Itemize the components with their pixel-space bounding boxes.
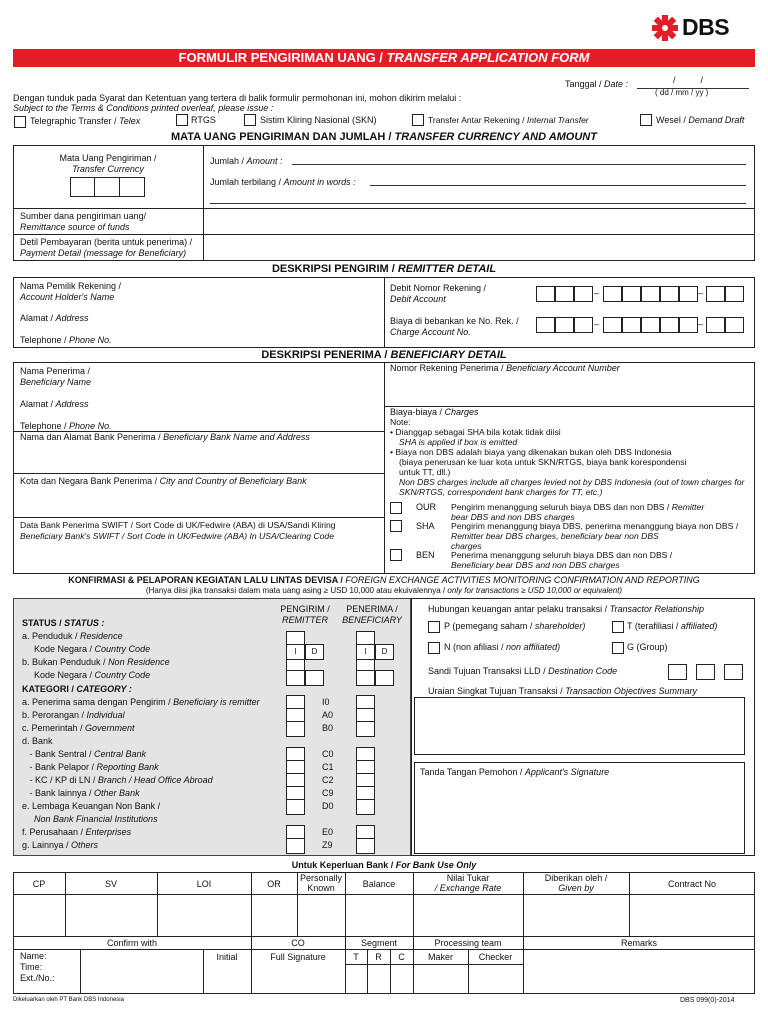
- country-code-cell[interactable]: I: [356, 644, 375, 660]
- swift-label: Data Bank Penerima SWIFT / Sort Code di UK/Fedwire (ABA) di USA/Sandi Kliring Beneficiary Bank's SWIFT / Sort Code in UK/Fedwire (ABA) In USA/Clearing Code: [20, 520, 336, 541]
- category-code: A0: [322, 710, 334, 720]
- beneficiary-section-title: DESKRIPSI PENERIMA / BENEFICIARY DETAIL: [261, 349, 507, 361]
- sha-desc: Pengirim menanggung biaya DBS, penerima menanggung biaya non DBS / Remitter bear DBS charges, beneficiary bear non DBS charges: [451, 521, 739, 551]
- full-signature-label: Full Signature: [270, 952, 326, 962]
- category-code: C9: [322, 788, 334, 798]
- source-funds-label: Sumber dana pengiriman uang/ Remittance source of funds: [20, 211, 147, 232]
- debit-account-label: Debit Nomor Rekening / Debit Account: [390, 283, 487, 304]
- beneficiary-name-label: Nama Penerima / Beneficiary Name: [20, 366, 92, 387]
- account-holder-label: Nama Pemilik Rekening / Account Holder's Name: [20, 281, 122, 302]
- category-label: d. Bank: [22, 736, 53, 746]
- r-label-cell: R: [375, 952, 382, 962]
- dest-code-cell-1[interactable]: [668, 664, 687, 680]
- confirm-with-label: Confirm with: [106, 938, 157, 948]
- beneficiary-address-label: Alamat / Address: [20, 399, 89, 409]
- remarks-label: Remarks: [620, 938, 657, 948]
- col-personally-known: Personally Known: [299, 873, 343, 893]
- col-sv: SV: [104, 879, 117, 889]
- table-divider: [80, 949, 81, 994]
- account-digit-cell[interactable]: [641, 317, 660, 333]
- demand-draft-label: Wesel / Demand Draft: [656, 115, 745, 125]
- category-code: E0: [322, 827, 334, 837]
- summary-label: Uraian Singkat Tujuan Transaksi / Transaction Objectives Summary: [428, 686, 697, 696]
- dash-separator: –: [698, 288, 704, 298]
- dest-code-cell-2[interactable]: [696, 664, 715, 680]
- amount-field[interactable]: [292, 164, 746, 165]
- n-checkbox[interactable]: [428, 642, 440, 654]
- bank-use-title: Untuk Keperluan Bank / For Bank Use Only: [291, 860, 477, 870]
- dash-separator: –: [594, 319, 600, 329]
- category-label: e. Lembaga Keuangan Non Bank /: [22, 801, 161, 811]
- p-checkbox[interactable]: [428, 621, 440, 633]
- bank-use-table: [13, 872, 755, 994]
- category-label: c. Pemerintah / Government: [22, 723, 135, 733]
- account-digit-cell[interactable]: [660, 317, 679, 333]
- date-format: ( dd / mm / yy ): [655, 88, 709, 97]
- table-divider: [345, 964, 523, 965]
- category-code: C0: [322, 749, 334, 759]
- col-exchange-rate: Nilai Tukar / Exchange Rate: [434, 873, 502, 893]
- col-given-by: Diberikan oleh / Given by: [544, 873, 608, 893]
- n-label: N (non afiliasi / non affiliated): [444, 642, 561, 652]
- country-code-cell[interactable]: [375, 670, 394, 686]
- col-cp: CP: [32, 879, 46, 889]
- our-code: OUR: [416, 502, 436, 512]
- resident-label: a. Penduduk / Residence: [22, 631, 123, 641]
- category-code: D0: [322, 801, 334, 811]
- beneficiary-category-checkbox[interactable]: [356, 838, 375, 854]
- country-code-cell[interactable]: I: [286, 644, 305, 660]
- dest-code-cell-3[interactable]: [724, 664, 743, 680]
- intro-text: Dengan tunduk pada Syarat dan Ketentuan yang tertera di balik formulir permohonan ini, mohon dikirim melalui :: [13, 93, 462, 103]
- country-code-cell[interactable]: [356, 670, 375, 686]
- account-digit-cell[interactable]: [555, 286, 574, 302]
- charges-note: Note: • Dianggap sebagai SHA bila kotak tidak diisi SHA is applied if box is emitted • Biaya non DBS adalah biaya yang dikenakan bukan oleh DBS Indonesia (biaya penerusan ke luar kota untuk SKN/RTGS, biaya bank korespondensi untuk TT, dll.) Non DBS charges include all charges levied not by DBS Indonesia (out of town charges for SKN/RTGS, correspondent bank charges for TT, etc.): [390, 417, 745, 497]
- country-code-1-label: Kode Negara / Country Code: [34, 644, 151, 654]
- segment-label: Segment: [360, 938, 398, 948]
- g-label: G (Group): [627, 642, 668, 652]
- account-digit-cell[interactable]: [706, 286, 725, 302]
- category-label: a. Penerima sama dengan Pengirim / Beneficiary is remitter: [22, 697, 260, 707]
- g-checkbox[interactable]: [612, 642, 624, 654]
- col-or: OR: [267, 879, 281, 889]
- beneficiary-bank-label: Nama dan Alamat Bank Penerima / Beneficiary Bank Name and Address: [20, 432, 310, 442]
- remitter-col-header: PENGIRIM / REMITTER: [280, 604, 330, 625]
- sha-checkbox[interactable]: [390, 520, 402, 532]
- beneficiary-col-header: PENERIMA / BENEFICIARY: [342, 604, 402, 625]
- amount-label: Jumlah / Amount :: [210, 156, 283, 166]
- logo-text: DBS: [682, 14, 730, 40]
- remitter-category-checkbox[interactable]: [286, 799, 305, 815]
- country-code-cell[interactable]: D: [375, 644, 394, 660]
- country-code-2-label: Kode Negara / Country Code: [34, 670, 151, 680]
- page-title: FORMULIR PENGIRIMAN UANG / TRANSFER APPLICATION FORM: [178, 50, 590, 65]
- category-label: - Bank Sentral / Central Bank: [22, 749, 147, 759]
- category-label: f. Perusahaan / Enterprises: [22, 827, 132, 837]
- account-digit-cell[interactable]: [622, 317, 641, 333]
- country-code-cell[interactable]: [305, 670, 324, 686]
- dash-separator: –: [594, 288, 600, 298]
- amount-words-field-2[interactable]: [210, 203, 746, 204]
- date-label: Tanggal / Date :: [565, 79, 629, 89]
- currency-cell-1[interactable]: [70, 177, 95, 197]
- initial-label: Initial: [216, 952, 238, 962]
- category-heading: KATEGORI / CATEGORY :: [22, 684, 132, 694]
- country-code-cell[interactable]: D: [305, 644, 324, 660]
- account-digit-cell[interactable]: [679, 317, 698, 333]
- dash-separator: –: [698, 319, 704, 329]
- account-digit-cell[interactable]: [574, 317, 593, 333]
- account-digit-cell[interactable]: [536, 317, 555, 333]
- t-label: T (terafiliasi / affiliated): [627, 621, 718, 631]
- account-digit-cell[interactable]: [555, 317, 574, 333]
- category-code: B0: [322, 723, 334, 733]
- account-digit-cell[interactable]: [679, 286, 698, 302]
- account-digit-cell[interactable]: [706, 317, 725, 333]
- processing-label: Processing team: [434, 938, 502, 948]
- account-digit-cell[interactable]: [622, 286, 641, 302]
- destination-code-label: Sandi Tujuan Transaksi LLD / Destination Code: [428, 666, 618, 676]
- ben-desc: Penerima menanggung seluruh biaya DBS dan non DBS / Beneficiary bear DBS and non DBS charges: [451, 550, 673, 570]
- account-digit-cell[interactable]: [574, 286, 593, 302]
- fx-section-title: KONFIRMASI & PELAPORAN KEGIATAN LALU LINTAS DEVISA / FOREIGN EXCHANGE ACTIVITIES MONITORING CONFIRMATION AND REPORTING: [68, 575, 700, 585]
- beneficiary-account-label: Nomor Rekening Penerima / Beneficiary Account Number: [390, 363, 620, 373]
- signature-label: Tanda Tangan Pemohon / Applicant's Signature: [420, 767, 610, 777]
- t-label-cell: T: [353, 952, 359, 962]
- currency-cell-2[interactable]: [94, 177, 120, 197]
- internal-transfer-label: Transfer Antar Rekening / Internal Transfer: [428, 115, 589, 125]
- remitter-address-label: Alamat / Address: [20, 313, 89, 323]
- rtgs-checkbox[interactable]: [176, 114, 188, 126]
- dbs-star-icon: [652, 15, 678, 41]
- relationship-label: Hubungan keuangan antar pelaku transaksi / Transactor Relationship: [428, 604, 705, 614]
- account-digit-cell[interactable]: [536, 286, 555, 302]
- payment-detail-label: Detil Pembayaran (berita untuk penerima) / Payment Detail (message for Beneficiary): [20, 237, 193, 258]
- category-code: I0: [322, 697, 330, 707]
- t-checkbox[interactable]: [612, 621, 624, 633]
- category-code: Z9: [322, 840, 333, 850]
- skn-checkbox[interactable]: [244, 114, 256, 126]
- account-digit-cell[interactable]: [725, 286, 744, 302]
- country-code-cell[interactable]: [286, 670, 305, 686]
- p-label: P (pemegang saham / shareholder): [444, 621, 586, 631]
- beneficiary-phone-label: Telephone / Phone No.: [20, 421, 112, 431]
- currency-label: Mata Uang Pengiriman / Transfer Currency: [59, 153, 157, 174]
- beneficiary-city-label: Kota dan Negara Bank Penerima / City and Country of Beneficiary Bank: [20, 476, 307, 486]
- footer-right: DBS 099(0)-2014: [680, 997, 735, 1004]
- ben-code: BEN: [416, 550, 435, 560]
- remitter-section-title: DESKRIPSI PENGIRIM / REMITTER DETAIL: [271, 263, 497, 275]
- nonresident-label: b. Bukan Penduduk / Non Residence: [22, 657, 170, 667]
- co-label: CO: [291, 938, 305, 948]
- skn-label: Sistim Kliring Nasional (SKN): [260, 115, 377, 125]
- beneficiary-category-checkbox[interactable]: [356, 799, 375, 815]
- account-digit-cell[interactable]: [603, 317, 622, 333]
- col-contract-no: Contract No: [667, 879, 717, 889]
- intro-text-en: Subject to the Terms & Conditions printed overleaf, please issue :: [13, 103, 274, 113]
- category-label: g. Lainnya / Others: [22, 840, 99, 850]
- currency-cell-3[interactable]: [119, 177, 145, 197]
- amount-words-label: Jumlah terbilang / Amount in words :: [210, 177, 356, 187]
- category-code: C1: [322, 762, 334, 772]
- category-label: - KC / KP di LN / Branch / Head Office Abroad: [22, 775, 213, 785]
- amount-words-field[interactable]: [370, 185, 746, 186]
- fx-subtitle: (Hanya diisi jika transaksi dalam mata uang asing ≥ USD 10,000 atau ekuivalennya / only for transactions ≥ USD 10,000 or equivalent): [145, 586, 623, 595]
- ben-checkbox[interactable]: [390, 549, 402, 561]
- c-label-cell: C: [398, 952, 405, 962]
- sha-code: SHA: [416, 521, 435, 531]
- internal-transfer-checkbox[interactable]: [412, 114, 424, 126]
- remitter-phone-label: Telephone / Phone No.: [20, 335, 112, 345]
- account-digit-cell[interactable]: [725, 317, 744, 333]
- rtgs-label: RTGS: [191, 115, 216, 125]
- beneficiary-category-checkbox[interactable]: [356, 721, 375, 737]
- our-checkbox[interactable]: [390, 502, 402, 514]
- dbs-logo: [652, 14, 752, 42]
- remitter-category-checkbox[interactable]: [286, 721, 305, 737]
- category-label: - Bank lainnya / Other Bank: [22, 788, 140, 798]
- col-loi: LOI: [196, 879, 212, 889]
- category-code: C2: [322, 775, 334, 785]
- category-label: - Bank Pelapor / Reporting Bank: [22, 762, 159, 772]
- currency-section-title: MATA UANG PENGIRIMAN DAN JUMLAH / TRANSFER CURRENCY AND AMOUNT: [171, 131, 597, 143]
- account-digit-cell[interactable]: [660, 286, 679, 302]
- col-balance: Balance: [362, 879, 396, 889]
- date-slashes: / /: [673, 75, 704, 85]
- our-desc: Pengirim menanggung seluruh biaya DBS dan non DBS / Remitter bear DBS and non DBS charges: [451, 502, 705, 522]
- name-time-ext: Name: Time: Ext./No.:: [20, 951, 55, 983]
- demand-draft-checkbox[interactable]: [640, 114, 652, 126]
- account-digit-cell[interactable]: [603, 286, 622, 302]
- charge-account-label: Biaya di bebankan ke No. Rek. / Charge Account No.: [390, 316, 519, 337]
- telex-checkbox[interactable]: [14, 116, 26, 128]
- footer-left: Dikeluarkan oleh PT Bank DBS Indonesia: [13, 997, 124, 1003]
- charges-label: Biaya-biaya / Charges: [390, 407, 479, 417]
- account-digit-cell[interactable]: [641, 286, 660, 302]
- category-label: b. Perorangan / Individual: [22, 710, 125, 720]
- telex-label: Telegraphic Transfer / Telex: [30, 116, 141, 126]
- status-heading: STATUS / STATUS :: [22, 618, 105, 628]
- remitter-category-checkbox[interactable]: [286, 838, 305, 854]
- category-label: Non Bank Financial Institutions: [34, 814, 158, 824]
- checker-label: Checker: [478, 952, 513, 962]
- summary-box[interactable]: [414, 697, 745, 755]
- maker-label: Maker: [427, 952, 453, 962]
